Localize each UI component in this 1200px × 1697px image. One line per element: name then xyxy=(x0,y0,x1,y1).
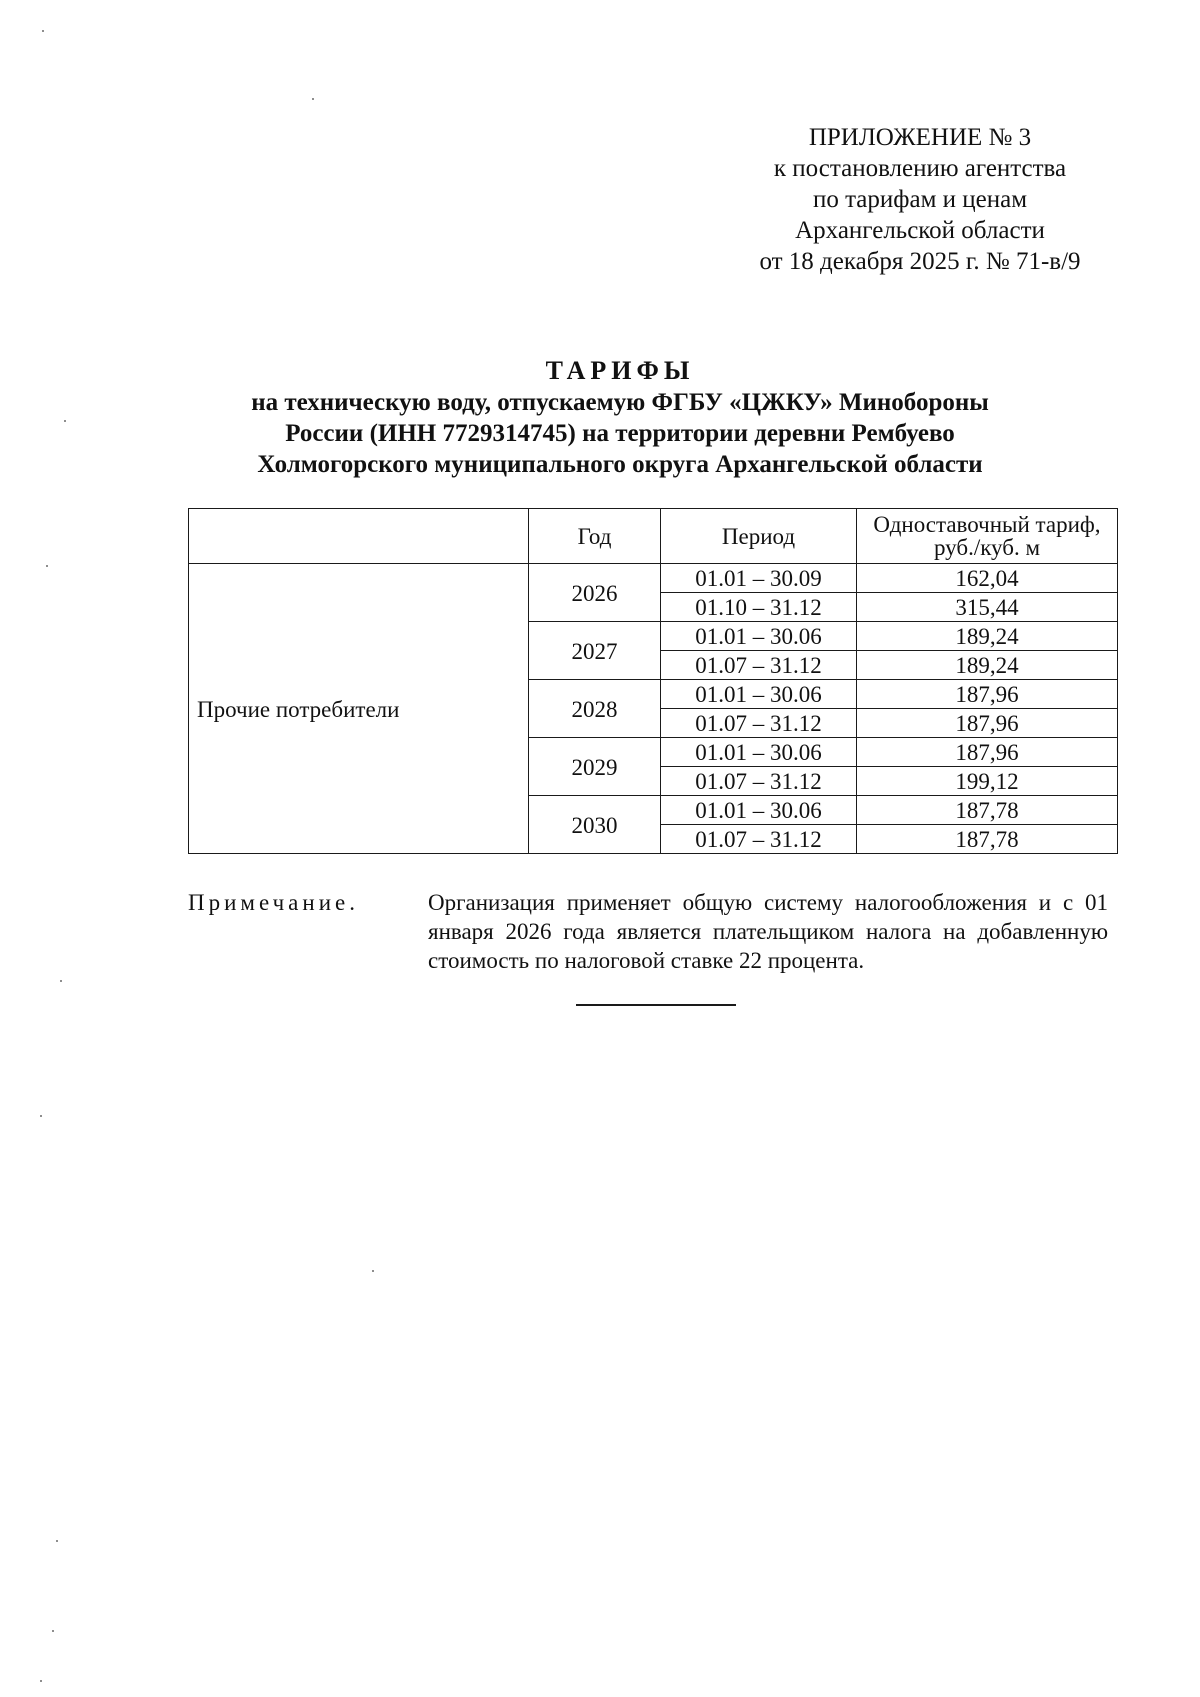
tariff-cell: 162,04 xyxy=(857,564,1118,593)
closing-divider xyxy=(576,1004,736,1006)
period-cell: 01.07 – 31.12 xyxy=(661,825,857,854)
tariff-cell: 189,24 xyxy=(857,622,1118,651)
table-header-row xyxy=(189,509,1118,564)
document-subtitle-line: России (ИНН 7729314745) на территории деревни Рембуево xyxy=(285,420,955,447)
scan-speck xyxy=(40,1115,42,1117)
period-cell: 01.01 – 30.06 xyxy=(661,680,857,709)
year-cell: 2027 xyxy=(529,622,661,680)
scan-speck xyxy=(372,1270,374,1272)
tariff-cell: 187,78 xyxy=(857,825,1118,854)
document-heading xyxy=(160,355,1080,480)
table-row xyxy=(189,564,1118,593)
tariff-cell: 187,78 xyxy=(857,796,1118,825)
header-tariff-line: Одноставочный тариф, xyxy=(873,512,1101,537)
year-cell: 2028 xyxy=(529,680,661,738)
scan-speck xyxy=(46,565,48,567)
document-title: ТАРИФЫ xyxy=(545,356,695,385)
period-cell: 01.07 – 31.12 xyxy=(661,767,857,796)
appendix-header xyxy=(700,122,1140,277)
period-cell: 01.07 – 31.12 xyxy=(661,651,857,680)
consumer-cell: Прочие потребители xyxy=(189,564,529,854)
header-year: Год xyxy=(529,509,661,564)
scan-speck xyxy=(52,1630,54,1632)
document-subtitle-line: на техническую воду, отпускаемую ФГБУ «ЦЖКУ» Минобороны xyxy=(251,389,989,416)
year-cell: 2026 xyxy=(529,564,661,622)
header-period: Период xyxy=(661,509,857,564)
period-cell: 01.10 – 31.12 xyxy=(661,593,857,622)
appendix-ref-line: по тарифам и ценам xyxy=(812,186,1028,213)
scan-speck xyxy=(312,98,314,100)
tariff-table xyxy=(188,508,1118,854)
period-cell: 01.07 – 31.12 xyxy=(661,709,857,738)
appendix-ref-line: Архангельской области xyxy=(795,217,1045,244)
scan-speck xyxy=(64,420,66,422)
year-cell: 2029 xyxy=(529,738,661,796)
tariff-cell: 315,44 xyxy=(857,593,1118,622)
appendix-number: ПРИЛОЖЕНИЕ № 3 xyxy=(808,124,1032,151)
document-subtitle-line: Холмогорского муниципального округа Архангельской области xyxy=(257,451,983,478)
period-cell: 01.01 – 30.06 xyxy=(661,622,857,651)
header-tariff-unit: руб./куб. м xyxy=(933,535,1041,560)
tariff-cell: 187,96 xyxy=(857,680,1118,709)
tariff-cell: 199,12 xyxy=(857,767,1118,796)
note-label: Примечание. xyxy=(188,890,359,915)
period-cell: 01.01 – 30.06 xyxy=(661,796,857,825)
scan-speck xyxy=(56,1540,58,1542)
tariff-cell: 187,96 xyxy=(857,709,1118,738)
scan-speck xyxy=(60,980,62,982)
appendix-ref-line: к постановлению агентства xyxy=(773,155,1067,182)
header-consumer xyxy=(189,509,529,564)
scan-speck xyxy=(40,1680,42,1682)
period-cell: 01.01 – 30.06 xyxy=(661,738,857,767)
note-text: Организация применяет общую систему налогообложения и с 01 января 2026 года является плательщиком налога на добавленную стоимость по налоговой ставке 22 процента. xyxy=(428,890,1108,973)
tariff-cell: 187,96 xyxy=(857,738,1118,767)
appendix-date-number: от 18 декабря 2025 г. № 71-в/9 xyxy=(759,248,1081,275)
year-cell: 2030 xyxy=(529,796,661,854)
period-cell: 01.01 – 30.09 xyxy=(661,564,857,593)
scan-speck xyxy=(42,30,44,32)
tariff-cell: 189,24 xyxy=(857,651,1118,680)
header-tariff xyxy=(857,509,1118,564)
